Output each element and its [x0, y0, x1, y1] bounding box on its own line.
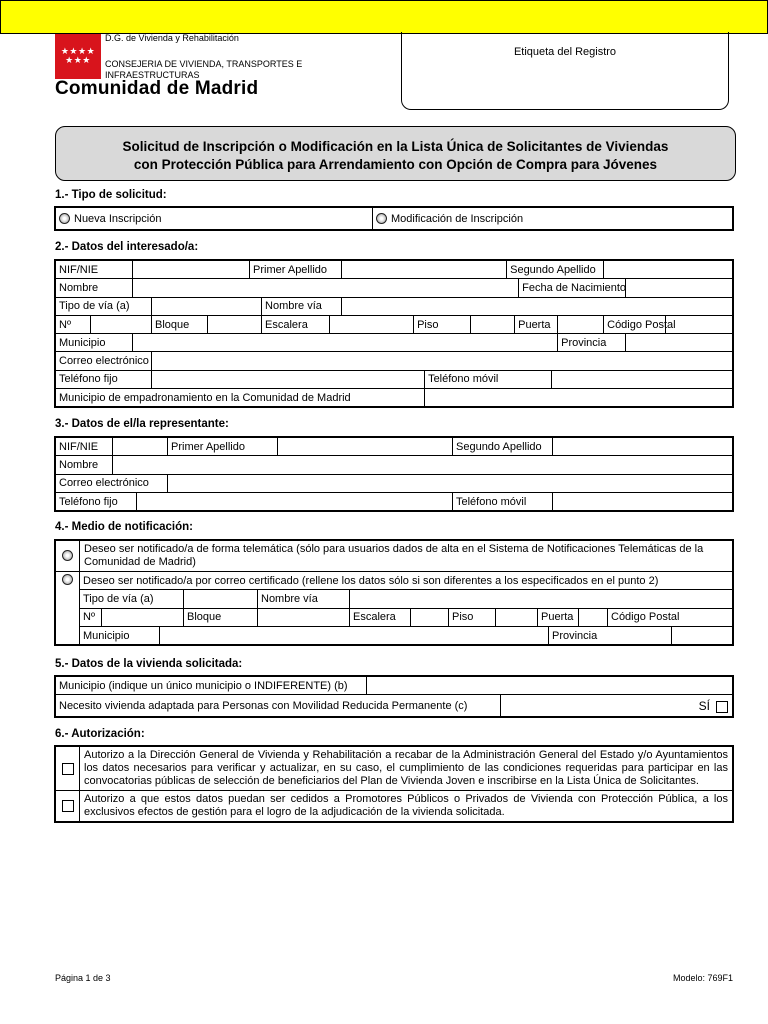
notif-number-label: Nº	[80, 608, 102, 626]
rep-second-surname-label: Segundo Apellido	[453, 438, 553, 456]
modification-label: Modificación de Inscripción	[391, 212, 524, 225]
notif-door-label: Puerta	[538, 608, 579, 626]
postal-radio-cell[interactable]	[56, 572, 80, 645]
top-banner	[0, 0, 768, 34]
notif-postal-code-label: Código Postal	[608, 608, 733, 626]
birth-date-label: Fecha de Nacimiento	[519, 279, 626, 297]
auth1-checkbox-cell[interactable]	[56, 747, 80, 791]
notification-table	[55, 540, 733, 645]
radio-icon[interactable]	[376, 213, 387, 224]
section-4-heading: 4.- Medio de notificación:	[55, 521, 194, 533]
title-line-1: Solicitud de Inscripción o Modificación en la Lista Única de Solicitantes de Viviendas	[122, 139, 669, 154]
postal-code-input[interactable]	[666, 315, 733, 333]
rep-nif-input[interactable]	[113, 438, 168, 456]
birth-date-input[interactable]	[626, 279, 733, 297]
notif-province-label: Provincia	[549, 626, 672, 644]
street-type-input[interactable]	[152, 297, 262, 315]
radio-icon[interactable]	[62, 550, 73, 561]
brand-name: Comunidad de Madrid	[55, 78, 259, 99]
yes-label: SÍ	[698, 698, 710, 713]
notif-block-label: Bloque	[184, 608, 258, 626]
notif-street-type-input[interactable]	[184, 590, 258, 608]
adapted-dwelling-label: Necesito vivienda adaptada para Personas con Movilidad Reducida Permanente (c)	[56, 695, 501, 717]
notif-floor-input[interactable]	[496, 608, 538, 626]
rep-landline-input[interactable]	[137, 492, 453, 510]
registry-label-box	[401, 32, 729, 110]
notif-block-input[interactable]	[258, 608, 350, 626]
first-surname-label: Primer Apellido	[250, 261, 342, 279]
section-2-heading: 2.- Datos del interesado/a:	[55, 241, 199, 253]
rep-second-surname-input[interactable]	[553, 438, 733, 456]
rep-landline-label: Teléfono fijo	[56, 492, 137, 510]
yes-checkbox[interactable]	[716, 701, 728, 713]
notif-street-name-input[interactable]	[350, 590, 733, 608]
nif-input[interactable]	[133, 261, 250, 279]
municipality-input[interactable]	[133, 334, 558, 352]
page-number: Página 1 de 3	[55, 973, 111, 983]
rep-email-label: Correo electrónico	[56, 474, 168, 492]
street-name-label: Nombre vía	[262, 297, 342, 315]
auth2-text: Autorizo a que estos datos puedan ser cedidos a Promotores Públicos o Privados de Vivienda con Protección Pública, a los exclusivos efectos de gestión para el logro de la adjudicación de la vivienda solicitada.	[80, 791, 733, 822]
rep-mobile-input[interactable]	[553, 492, 733, 510]
floor-input[interactable]	[471, 315, 515, 333]
telematic-option: Deseo ser notificado/a de forma telemática (sólo para usuarios dados de alta en el Sistema de Notificaciones Telemáticas de la Comunidad de Madrid)	[80, 541, 733, 572]
model-number: Modelo: 769F1	[672, 973, 733, 983]
province-label: Provincia	[558, 334, 626, 352]
rep-name-label: Nombre	[56, 456, 113, 474]
title-line-2: con Protección Pública para Arrendamiento con Opción de Compra para Jóvenes	[133, 157, 658, 172]
notif-province-input[interactable]	[672, 626, 733, 644]
section-6-heading: 6.- Autorización:	[55, 728, 145, 740]
door-label: Puerta	[515, 315, 558, 333]
notif-stair-label: Escalera	[350, 608, 411, 626]
notif-street-type-label: Tipo de vía (a)	[80, 590, 184, 608]
rep-nif-label: NIF/NIE	[56, 438, 113, 456]
section-5-heading: 5.- Datos de la vivienda solicitada:	[55, 658, 243, 670]
notif-floor-label: Piso	[449, 608, 496, 626]
number-label: Nº	[56, 315, 91, 333]
landline-label: Teléfono fijo	[56, 370, 152, 388]
auth1-checkbox[interactable]	[62, 763, 74, 775]
notif-municipality-label: Municipio	[80, 626, 160, 644]
block-label: Bloque	[152, 315, 208, 333]
number-input[interactable]	[91, 315, 152, 333]
auth2-checkbox-cell[interactable]	[56, 791, 80, 822]
ministry-line-2: INFRAESTRUCTURAS	[105, 70, 200, 80]
directorate-name: D.G. de Vivienda y Rehabilitación	[105, 33, 239, 43]
street-type-label: Tipo de vía (a)	[56, 297, 152, 315]
postal-option: Deseo ser notificado/a por correo certificado (rellene los datos sólo si son diferentes a los especificados en el punto 2)	[80, 572, 733, 590]
radio-icon[interactable]	[62, 574, 73, 585]
postal-code-label: Código Postal	[604, 315, 666, 333]
mobile-label: Teléfono móvil	[425, 370, 552, 388]
dwelling-municipality-label: Municipio (indique un único municipio o INDIFERENTE) (b)	[56, 677, 367, 695]
applicant-data-table	[55, 260, 733, 407]
notif-door-input[interactable]	[579, 608, 608, 626]
second-surname-label: Segundo Apellido	[507, 261, 604, 279]
registry-label: Etiqueta del Registro	[513, 46, 617, 58]
mobile-input[interactable]	[552, 370, 733, 388]
notif-number-input[interactable]	[102, 608, 184, 626]
notif-municipality-input[interactable]	[160, 626, 549, 644]
form-title	[55, 126, 736, 181]
rep-mobile-label: Teléfono móvil	[453, 492, 553, 510]
rep-first-surname-input[interactable]	[278, 438, 453, 456]
adapted-yes-cell[interactable]	[501, 695, 733, 717]
dwelling-table	[55, 676, 733, 717]
rep-name-input[interactable]	[113, 456, 733, 474]
auth1-text: Autorizo a la Dirección General de Vivienda y Rehabilitación a recabar de la Administración General del Estado y/o Ayuntamientos los datos necesarios para verificar y actualizar, en su caso, el cumplimiento de las condiciones requeridas para participar en las convocatorias públicas de selección de beneficiarios del Plan de Vivienda Joven e inscribirse en la Lista Única de Solicitantes.	[80, 747, 733, 791]
modification-option[interactable]	[373, 208, 733, 230]
province-input[interactable]	[626, 334, 733, 352]
telematic-radio-cell[interactable]	[56, 541, 80, 572]
stair-label: Escalera	[262, 315, 330, 333]
auth2-checkbox[interactable]	[62, 800, 74, 812]
notif-street-name-label: Nombre vía	[258, 590, 350, 608]
rep-first-surname-label: Primer Apellido	[168, 438, 278, 456]
radio-icon[interactable]	[59, 213, 70, 224]
census-municipality-input[interactable]	[425, 389, 733, 407]
section-1-heading: 1.- Tipo de solicitud:	[55, 189, 167, 201]
new-registration-option[interactable]	[56, 208, 373, 230]
block-input[interactable]	[208, 315, 262, 333]
first-surname-input[interactable]	[342, 261, 507, 279]
dwelling-municipality-input[interactable]	[367, 677, 733, 695]
ministry-line-1: CONSEJERIA DE VIVIENDA, TRANSPORTES E	[105, 59, 303, 69]
municipality-label: Municipio	[56, 334, 133, 352]
notif-stair-input[interactable]	[411, 608, 449, 626]
new-registration-label: Nueva Inscripción	[74, 212, 162, 225]
authorization-table	[55, 746, 733, 822]
door-input[interactable]	[558, 315, 604, 333]
census-municipality-label: Municipio de empadronamiento en la Comunidad de Madrid	[56, 389, 425, 407]
name-input[interactable]	[133, 279, 519, 297]
nif-label: NIF/NIE	[56, 261, 133, 279]
rep-email-input[interactable]	[168, 474, 733, 492]
comunidad-madrid-logo: ★★★★ ★★★	[55, 34, 101, 79]
stair-input[interactable]	[330, 315, 414, 333]
name-label: Nombre	[56, 279, 133, 297]
section-3-heading: 3.- Datos de el/la representante:	[55, 418, 229, 430]
street-name-input[interactable]	[342, 297, 733, 315]
email-input[interactable]	[152, 352, 733, 370]
second-surname-input[interactable]	[604, 261, 733, 279]
representative-data-table	[55, 437, 733, 511]
landline-input[interactable]	[152, 370, 425, 388]
email-label: Correo electrónico	[56, 352, 152, 370]
floor-label: Piso	[414, 315, 471, 333]
request-type-table	[55, 207, 733, 230]
